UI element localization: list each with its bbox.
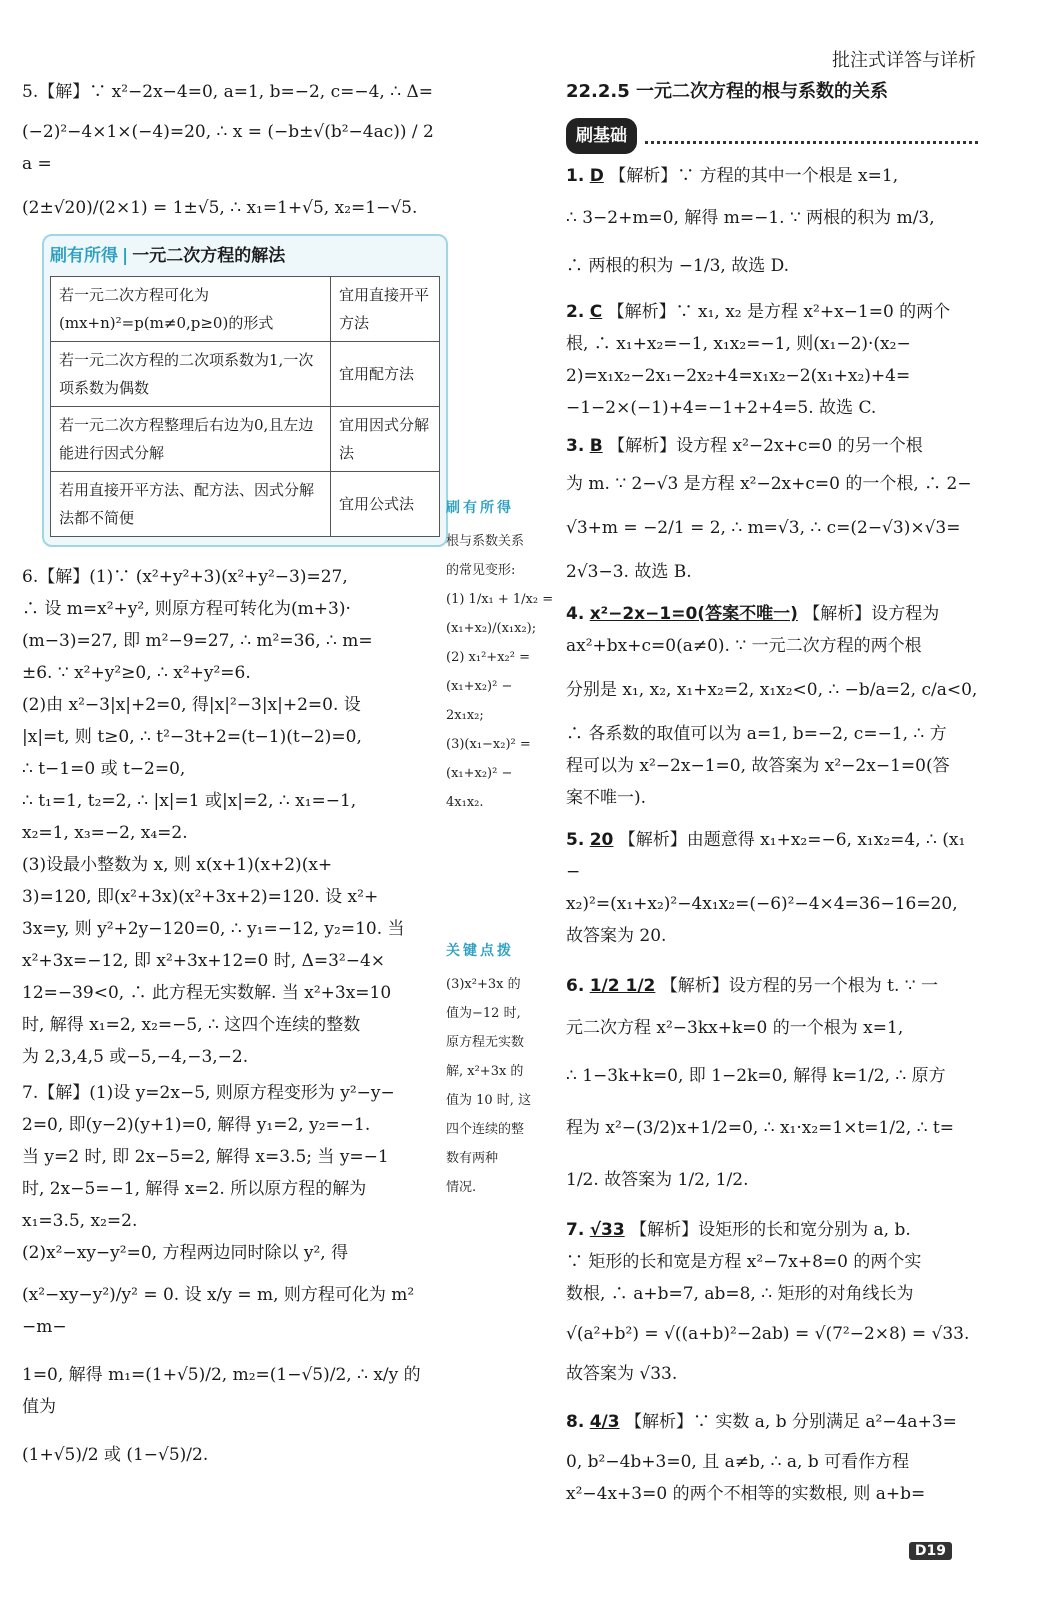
side-note-line: 情况. xyxy=(446,1180,477,1195)
text-line: 时, 解得 x₁=2, x₂=−5, ∴ 这四个连续的整数 xyxy=(22,1015,361,1035)
item-number: 5. xyxy=(566,830,585,850)
text-line: ax²+bx+c=0(a≠0). ∵ 一元二次方程的两个根 xyxy=(566,636,922,656)
table-cell: 若一元二次方程可化为(mx+n)²=p(m≠0,p≥0)的形式 xyxy=(51,277,331,342)
summary-table xyxy=(50,276,440,537)
text-line: (−2)²−4×1×(−4)=20, ∴ x = (−b±√(b²−4ac)) / 2a = xyxy=(22,122,434,174)
page-number-badge: D19 xyxy=(909,1542,952,1560)
side-note-line: 四个连续的整 xyxy=(446,1122,525,1137)
item-number: 7. xyxy=(566,1220,585,1240)
text-line: x²+3x=−12, 即 x²+3x+12=0 时, Δ=3²−4× xyxy=(22,951,386,971)
side-note-line: 2x₁x₂; xyxy=(446,708,484,723)
summary-heading: 一元二次方程的解法 xyxy=(132,246,286,266)
text-line: 【解析】设方程的另一个根为 t. ∵ 一 xyxy=(660,976,939,996)
left-column xyxy=(22,76,437,1471)
ribbon-label: 刷基础 xyxy=(566,118,637,154)
answer-item-4 xyxy=(566,598,978,814)
text-line: x₁=3.5, x₂=2. xyxy=(22,1211,138,1231)
text-line: (3)设最小整数为 x, 则 x(x+1)(x+2)(x+ xyxy=(22,855,333,875)
text-line: 2=0, 即(y−2)(y+1)=0, 解得 y₁=2, y₂=−1. xyxy=(22,1115,371,1135)
text-line: −1−2×(−1)+4=−1+2+4=5. 故选 C. xyxy=(566,398,877,418)
text-line: 3)=120, 即(x²+3x)(x²+3x+2)=120. 设 x²+ xyxy=(22,887,379,907)
item-number: 1. xyxy=(566,166,585,186)
text-line: ∴ 各系数的取值可以为 a=1, b=−2, c=−1, ∴ 方 xyxy=(566,724,947,744)
page-header-title: 批注式详答与详析 xyxy=(832,50,976,71)
answer-item-3 xyxy=(566,430,978,588)
side-note-line: 4x₁x₂. xyxy=(446,795,484,810)
table-row xyxy=(51,472,440,537)
text-line: 12=−39<0, ∴ 此方程无实数解. 当 x²+3x=10 xyxy=(22,983,392,1003)
section-ribbon xyxy=(566,118,978,154)
side-note-line: 解, x²+3x 的 xyxy=(446,1064,524,1079)
table-cell: 宜用配方法 xyxy=(331,342,440,407)
item-answer: 4/3 xyxy=(589,1412,620,1432)
side-note-line: 数有两种 xyxy=(446,1151,499,1166)
text-line: 元二次方程 x²−3kx+k=0 的一个根为 x=1, xyxy=(566,1018,904,1038)
item-answer: x²−2x−1=0(答案不唯一) xyxy=(589,604,798,624)
text-line: (2±√20)/(2×1) = 1±√5, ∴ x₁=1+√5, x₂=1−√5. xyxy=(22,198,418,218)
question-6 xyxy=(22,561,437,1073)
side-note-block-1 xyxy=(446,527,560,817)
item-number: 4. xyxy=(566,604,585,624)
text-line: 【解析】设方程为 xyxy=(803,604,940,624)
text-line: ∴ 1−3k+k=0, 即 1−2k=0, 解得 k=1/2, ∴ 原方 xyxy=(566,1066,946,1086)
text-line: ∴ t₁=1, t₂=2, ∴ |x|=1 或|x|=2, ∴ x₁=−1, xyxy=(22,791,357,811)
table-cell: 宜用直接开平方法 xyxy=(331,277,440,342)
question-7 xyxy=(22,1077,437,1471)
table-cell: 若用直接开平方法、配方法、因式分解法都不简便 xyxy=(51,472,331,537)
answer-item-6 xyxy=(566,970,978,1196)
text-line: 7.【解】(1)设 y=2x−5, 则原方程变形为 y²−y− xyxy=(22,1083,395,1103)
text-line: ±6. ∵ x²+y²≥0, ∴ x²+y²=6. xyxy=(22,663,251,683)
item-answer: 1/2 1/2 xyxy=(589,976,656,996)
item-answer: 20 xyxy=(589,830,614,850)
side-note-block-2 xyxy=(446,970,560,1202)
text-line: √3+m = −2/1 = 2, ∴ m=√3, ∴ c=(2−√3)×√3= xyxy=(566,518,961,538)
text-line: x₂=1, x₃=−2, x₄=2. xyxy=(22,823,188,843)
text-line: 故答案为 20. xyxy=(566,926,667,946)
answer-item-5 xyxy=(566,824,978,952)
side-note-line: 根与系数关系 xyxy=(446,534,525,549)
text-line: √(a²+b²) = √((a+b)²−2ab) = √(7²−2×8) = √33. xyxy=(566,1324,970,1344)
side-note-line: (x₁+x₂)² − xyxy=(446,766,513,781)
item-answer: D xyxy=(589,166,604,186)
side-note-line: 值为 10 时, 这 xyxy=(446,1093,532,1108)
text-line: (2)由 x²−3|x|+2=0, 得|x|²−3|x|+2=0. 设 xyxy=(22,695,361,715)
item-answer: B xyxy=(589,436,603,456)
text-line: 【解析】由题意得 x₁+x₂=−6, x₁x₂=4, ∴ (x₁− xyxy=(566,830,966,882)
section-title: 22.2.5 一元二次方程的根与系数的关系 xyxy=(566,81,889,102)
right-column xyxy=(566,76,978,1510)
text-line: (1+√5)/2 或 (1−√5)/2. xyxy=(22,1445,209,1465)
side-note-heading: 刷有所得 xyxy=(446,500,514,516)
item-answer: √33 xyxy=(589,1220,625,1240)
text-line: x₂)²=(x₁+x₂)²−4x₁x₂=(−6)²−4×4=36−16=20, xyxy=(566,894,958,914)
item-number: 2. xyxy=(566,302,585,322)
text-line: 0, b²−4b+3=0, 且 a≠b, ∴ a, b 可看作方程 xyxy=(566,1452,910,1472)
text-line: (m−3)=27, 即 m²−9=27, ∴ m²=36, ∴ m= xyxy=(22,631,373,651)
side-note-line: (3)(x₁−x₂)² = xyxy=(446,737,531,752)
table-row xyxy=(51,342,440,407)
item-answer: C xyxy=(589,302,603,322)
text-line: 当 y=2 时, 即 2x−5=2, 解得 x=3.5; 当 y=−1 xyxy=(22,1147,389,1167)
text-line: ∵ 矩形的长和宽是方程 x²−7x+8=0 的两个实 xyxy=(566,1252,922,1272)
text-line: 【解析】设方程 x²−2x+c=0 的另一个根 xyxy=(608,436,923,456)
item-number: 3. xyxy=(566,436,585,456)
side-note-line: 的常见变形: xyxy=(446,563,516,578)
text-line: (x²−xy−y²)/y² = 0. 设 x/y = m, 则方程可化为 m²−m− xyxy=(22,1285,415,1337)
answer-item-1 xyxy=(566,160,978,282)
side-note-heading: 关键点拨 xyxy=(446,943,514,959)
side-note-line: 原方程无实数 xyxy=(446,1035,525,1050)
side-note-line: (3)x²+3x 的 xyxy=(446,977,521,992)
text-line: ∴ 设 m=x²+y², 则原方程可转化为(m+3)· xyxy=(22,599,351,619)
text-line: 故答案为 √33. xyxy=(566,1364,678,1384)
answer-item-2 xyxy=(566,296,978,424)
text-line: ∴ 两根的积为 −1/3, 故选 D. xyxy=(566,256,790,276)
summary-title: 刷有所得 | 一元二次方程的解法 xyxy=(50,246,286,266)
table-row xyxy=(51,407,440,472)
text-line: 2√3−3. 故选 B. xyxy=(566,562,692,582)
answer-item-7 xyxy=(566,1214,978,1390)
text-line: 根, ∴ x₁+x₂=−1, x₁x₂=−1, 则(x₁−2)·(x₂− xyxy=(566,334,911,354)
text-line: 程为 x²−(3/2)x+1/2=0, ∴ x₁·x₂=1×t=1/2, ∴ t= xyxy=(566,1118,955,1138)
side-note-line: (x₁+x₂)² − xyxy=(446,679,513,694)
table-row xyxy=(51,277,440,342)
table-cell: 宜用因式分解法 xyxy=(331,407,440,472)
side-notes xyxy=(446,490,560,1202)
table-cell: 若一元二次方程的二次项系数为1,一次项系数为偶数 xyxy=(51,342,331,407)
text-line: 【解析】∵ 方程的其中一个根是 x=1, xyxy=(609,166,899,186)
item-number: 8. xyxy=(566,1412,585,1432)
item-number: 6. xyxy=(566,976,585,996)
text-line: 1=0, 解得 m₁=(1+√5)/2, m₂=(1−√5)/2, ∴ x/y 的值为 xyxy=(22,1365,421,1417)
text-line: 【解析】∵ x₁, x₂ 是方程 x²+x−1=0 的两个 xyxy=(607,302,951,322)
text-line: 1/2. 故答案为 1/2, 1/2. xyxy=(566,1170,749,1190)
text-line: 5.【解】∵ x²−2x−4=0, a=1, b=−2, c=−4, ∴ Δ= xyxy=(22,82,433,102)
text-line: |x|=t, 则 t≥0, ∴ t²−3t+2=(t−1)(t−2)=0, xyxy=(22,727,362,747)
text-line: 为 2,3,4,5 或−5,−4,−3,−2. xyxy=(22,1047,249,1067)
side-note-line: 值为−12 时, xyxy=(446,1006,521,1021)
text-line: 程可以为 x²−2x−1=0, 故答案为 x²−2x−1=0(答 xyxy=(566,756,950,776)
table-cell: 宜用公式法 xyxy=(331,472,440,537)
ribbon-dots xyxy=(645,129,978,144)
side-note-line: (x₁+x₂)/(x₁x₂); xyxy=(446,621,537,636)
text-line: 3x=y, 则 y²+2y−120=0, ∴ y₁=−12, y₂=10. 当 xyxy=(22,919,405,939)
text-line: 数根, ∴ a+b=7, ab=8, ∴ 矩形的对角线长为 xyxy=(566,1284,914,1304)
text-line: x²−4x+3=0 的两个不相等的实数根, 则 a+b= xyxy=(566,1484,926,1504)
text-line: 【解析】∵ 实数 a, b 分别满足 a²−4a+3= xyxy=(624,1412,957,1432)
text-line: ∴ 3−2+m=0, 解得 m=−1. ∵ 两根的积为 m/3, xyxy=(566,208,935,228)
text-line: 分别是 x₁, x₂, x₁+x₂=2, x₁x₂<0, ∴ −b/a=2, c/a<0, xyxy=(566,680,978,700)
side-note-line: (1) 1/x₁ + 1/x₂ = xyxy=(446,592,554,607)
side-note-line: (2) x₁²+x₂² = xyxy=(446,650,530,665)
text-line: 6.【解】(1)∵ (x²+y²+3)(x²+y²−3)=27, xyxy=(22,567,348,587)
text-line: 【解析】设矩形的长和宽分别为 a, b. xyxy=(630,1220,911,1240)
table-cell: 若一元二次方程整理后右边为0,且左边能进行因式分解 xyxy=(51,407,331,472)
text-line: 时, 2x−5=−1, 解得 x=2. 所以原方程的解为 xyxy=(22,1179,367,1199)
text-line: 为 m. ∵ 2−√3 是方程 x²−2x+c=0 的一个根, ∴ 2− xyxy=(566,474,972,494)
text-line: 案不唯一). xyxy=(566,788,647,808)
text-line: (2)x²−xy−y²=0, 方程两边同时除以 y², 得 xyxy=(22,1243,349,1263)
text-line: ∴ t−1=0 或 t−2=0, xyxy=(22,759,186,779)
text-line: 2)=x₁x₂−2x₁−2x₂+4=x₁x₂−2(x₁+x₂)+4= xyxy=(566,366,911,386)
question-5 xyxy=(22,76,437,224)
answer-item-8 xyxy=(566,1406,978,1510)
summary-box xyxy=(42,234,448,547)
summary-tag: 刷有所得 xyxy=(50,246,118,266)
